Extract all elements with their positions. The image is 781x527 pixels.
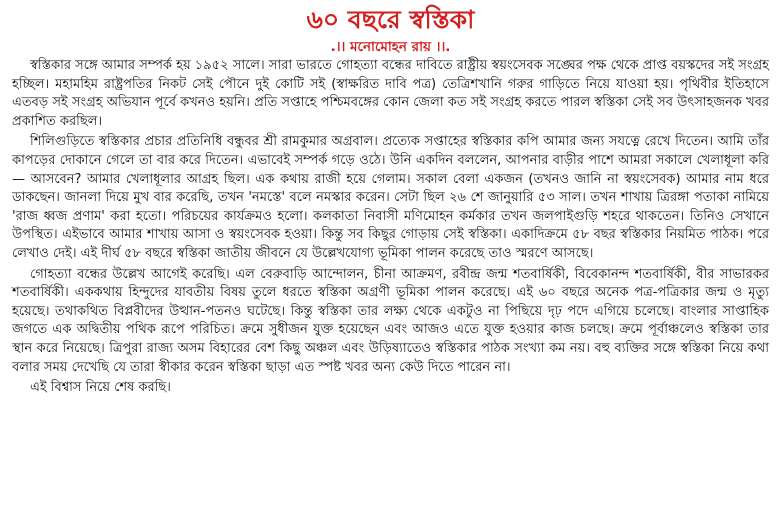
article-body	[12, 57, 769, 398]
article-title: ৬০ বছরে স্বস্তিকা	[306, 5, 475, 34]
paragraph-3: গোহত্যা বন্ধের উল্লেখ আগেই করেছি। এল বেরুবাড়ি আন্দোলন, চীনা আক্রমণ, রবীন্দ্র জন্ম শতবার্ষিকী, বিবেকানন্দ শতবার্ষিকী, বীর সাভারকর শতবার্ষিকী। এককথায় হিন্দুদের যাবতীয় বিষয় তুলে ধরতে স্বস্তিকা অগ্রণী ভূমিকা পালন করেছে। এই ৬০ বছরে অনেক পত্র-পত্রিকার জন্ম ও মৃত্যু হয়েছে। তথাকথিত বিপ্লবীদের উত্থান-পতনও ঘটেছে। কিন্তু স্বস্তিকা তার লক্ষ্য থেকে একটুও না পিছিয়ে দৃঢ় পদে এগিয়ে চলেছে। বাংলার সাপ্তাহিক জগতে এক অদ্বিতীয় পথিক রূপে পরিচিত। ক্রমে সুধীজন যুক্ত হয়েছেন এবং আজও এতে যুক্ত হওয়ার কাজ চলছে। ক্রমে পূর্বাঞ্চলেও স্বস্তিকা তার স্থান করে নিয়েছে। ত্রিপুরা রাজ্য অসম বিহারের বেশ কিছু অঞ্চল এবং উড়িষ্যাতেও স্বস্তিকার পাঠক সংখ্যা কম নয়। বহু ব্যক্তির সঙ্গে স্বস্তিকা নিয়ে কথা বলার সময় দেখেছি যে তারা স্বীকার করেন স্বস্তিকা ছাড়া এত স্পষ্ট খবর অন্য কেউ দিতে পারেন না।	[12, 266, 769, 375]
paragraph-2: শিলিগুড়িতে স্বস্তিকার প্রচার প্রতিনিধি বন্ধুবর শ্রী রামকুমার অগ্রবাল। প্রত্যেক সপ্তাহের স্বস্তিকার কপি আমার জন্য সযত্নে রেখে দিতেন। আমি তাঁর কাপড়ের দোকানে গেলে তা বার করে দিতেন। এভাবেই সম্পর্ক গড়ে ওঠে। উনি একদিন বললেন, আপনার বাড়ীর পাশে আমরা সকালে খেলাধূলা করি — আসবেন? আমার খেলাধূলার আগ্রহ ছিল। এক কথায় রাজী হয়ে গেলাম। সকাল বেলা একজন (তখনও জানি না স্বয়ংসেবক) আমার নাম ধরে ডাকছেন। জানলা দিয়ে মুখ বার করেছি, তখন 'নমস্তে' বলে নমস্কার করেন। সেটা ছিল ২৬ শে জানুয়ারি ৫৩ সাল। তখন শাখায় ত্রিরঙ্গা পতাকা নামিয়ে 'রাজ ধ্বজ প্রণাম' করা হতো। পরিচয়ের কার্যক্রমও হলো। কলকাতা নিবাসী মণিমোহন কর্মকার তখন জলপাইগুড়ি শহরে থাকতেন। তিনিও সেখানে উপস্থিত। এইভাবে আমার শাখায় আসা ও স্বয়ংসেবক হওয়া। কিন্তু সব কিছুর গোড়ায় সেই স্বস্তিকা। একাদিক্রমে ৫৮ বছর স্বস্তিকার নিয়মিত পাঠক। পরে লেখাও দেই। এই দীর্ঘ ৫৮ বছরে স্বস্তিকা জাতীয় জীবনে যে উল্লেখযোগ্য ভূমিকা পালন করেছে তাও স্মরণে আসছে।	[12, 134, 769, 261]
article-author: .।। মনোমোহন রায় ।।.	[330, 39, 451, 55]
paragraph-1: স্বস্তিকার সঙ্গে আমার সম্পর্ক হয় ১৯৫২ সালে। সারা ভারতে গোহত্যা বন্ধের দাবিতে রাষ্ট্রীয় স্বয়ংসেবক সঙ্ঘের পক্ষ থেকে প্রাপ্ত বয়স্কদের সই সংগ্রহ হচ্ছিল। মহামহিম রাষ্ট্রপতির নিকট সেই পৌনে দুই কোটি সই (স্বাক্ষরিত দাবি পত্র) তেত্রিশখানি গরুর গাড়িতে নিয়ে যাওয়া হয়। পৃথিবীর ইতিহাসে এতবড় সই সংগ্রহ অভিযান পূর্বে কখনও হয়নি। প্রতি সপ্তাহে পশ্চিমবঙ্গের কোন জেলা কত সই সংগ্রহ করতে পারল স্বস্তিকা সেই সব উৎসাহজনক খবর প্রকাশিত করছিল।	[12, 58, 769, 129]
paragraph-4: এই বিশ্বাস নিয়ে শেষ করছি।	[30, 380, 171, 396]
